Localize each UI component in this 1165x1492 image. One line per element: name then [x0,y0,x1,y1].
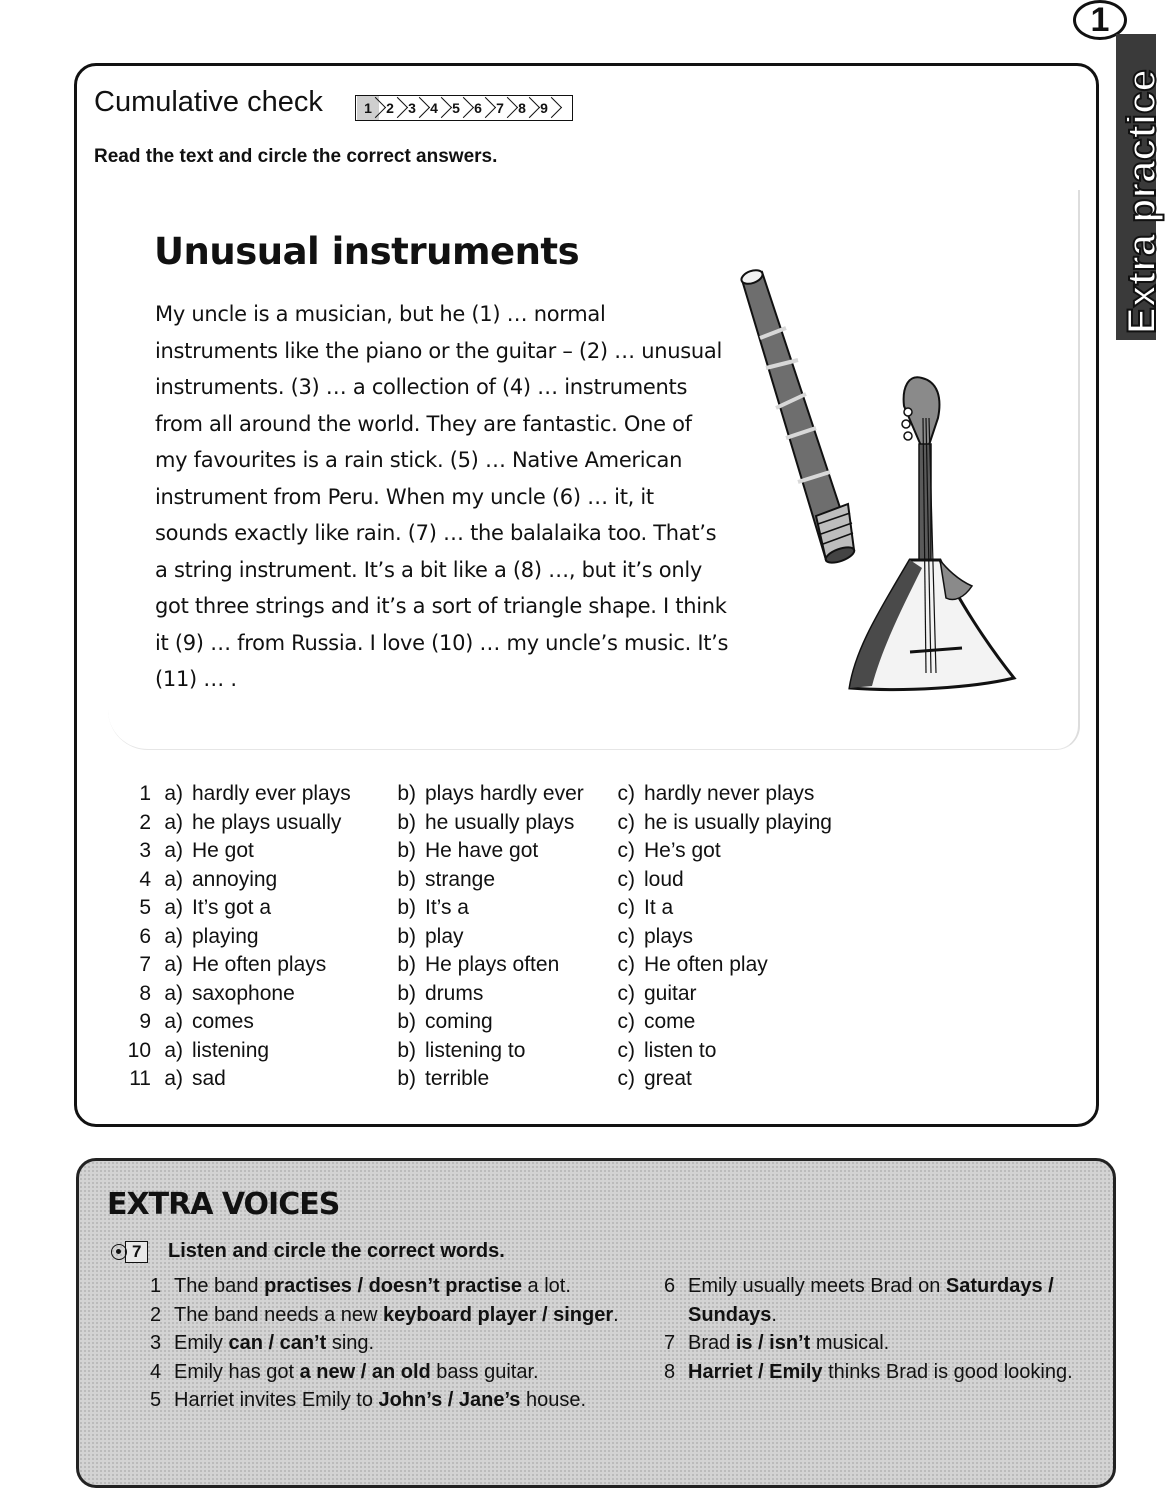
item-number: 5 [150,1389,162,1411]
reading-line: it (9) … from Russia. I love (10) … my uncle’s music. It’s [155,630,729,655]
option-letter: a) [164,924,183,948]
item-text [174,1386,630,1415]
reading-line: sounds exactly like rain. (7) … the balalaika too. That’s [155,521,717,545]
option-row [116,809,863,838]
option-b[interactable] [384,866,603,895]
option-text: listening [192,1038,270,1062]
option-letter: a) [164,1010,183,1033]
option-letter: b) [397,867,416,891]
reading-line: My uncle is a musician, but he (1) … normal [155,302,606,326]
option-c[interactable] [603,894,863,923]
option-number: 6 [139,924,151,948]
reading-title: Unusual instruments [154,230,580,273]
option-text: hardly ever plays [192,782,351,805]
item-number: 1 [150,1275,162,1297]
option-text: plays [644,924,694,948]
option-b[interactable] [384,780,603,809]
item-text [174,1329,630,1358]
option-text: play [425,924,464,948]
option-c[interactable] [603,837,863,866]
option-row [116,894,863,923]
item-number: 4 [150,1360,162,1383]
option-number: 2 [139,810,151,834]
option-letter: b) [397,810,416,834]
option-text: sad [192,1067,226,1090]
option-text: He plays often [425,953,560,976]
reading-line: a string instrument. It’s a bit like a (8) …, but it’s only [155,557,702,582]
option-number: 5 [139,896,151,919]
option-row [116,1008,863,1037]
unit-number: 1 [1090,0,1110,39]
option-letter: c) [617,953,635,976]
reading-body [155,296,729,698]
option-row [116,1037,863,1066]
extra-voices-title: EXTRA VOICES [107,1187,340,1222]
extra-voices-list-right [664,1272,1104,1386]
option-letter: b) [397,1038,416,1062]
option-letter: b) [397,924,416,948]
option-text: It’s got a [192,896,271,919]
rain-stick-icon [740,268,857,566]
option-b[interactable] [384,1008,603,1037]
extra-voices-item [150,1358,630,1387]
extra-voices-item [664,1358,1104,1387]
option-letter: b) [397,1010,416,1033]
option-letter: c) [617,782,635,805]
item-choice[interactable]: can / can’t [228,1332,327,1354]
item-number: 6 [664,1275,676,1297]
item-text-post: bass guitar. [430,1360,539,1383]
option-c[interactable] [603,951,863,980]
option-c[interactable] [603,923,863,952]
section-title: Cumulative check [94,86,323,118]
option-a[interactable] [151,1037,384,1066]
option-a[interactable] [151,809,384,838]
item-text [688,1329,1104,1358]
option-a[interactable] [151,951,384,980]
option-text: terrible [425,1067,490,1090]
audio-track[interactable] [111,1241,148,1263]
option-text: listen to [644,1038,717,1062]
option-row [116,837,863,866]
item-text-pre: The band [174,1275,265,1297]
option-text: great [644,1067,692,1090]
option-a[interactable] [151,923,384,952]
option-letter: b) [397,953,416,976]
option-text: drums [425,981,484,1005]
reading-line: from all around the world. They are fantastic. One of [155,411,692,436]
option-row [116,780,863,809]
extra-voices-list-left [150,1272,630,1415]
option-text: comes [192,1010,254,1033]
option-letter: b) [397,896,416,919]
option-a[interactable] [151,894,384,923]
option-a[interactable] [151,1008,384,1037]
item-text-pre: Emily [174,1332,229,1354]
option-row [116,923,863,952]
side-section-tab [1116,34,1164,340]
reading-line: my favourites is a rain stick. (5) … Native American [155,448,683,472]
item-text-pre: Emily usually meets Brad on [688,1275,946,1297]
option-text: He’s got [644,839,721,862]
option-letter: a) [164,810,183,834]
option-letter: a) [164,839,183,862]
extra-voices-instruction: Listen and circle the correct words. [168,1240,505,1262]
reading-line: instrument from Peru. When my uncle (6) … it, it [155,484,654,509]
extra-voices-item [150,1386,630,1415]
option-text: he is usually playing [644,810,832,834]
option-letter: c) [617,896,635,919]
option-text: coming [425,1010,493,1033]
option-b[interactable] [384,837,603,866]
item-choice[interactable]: a new / an old [299,1360,431,1383]
item-text [174,1272,630,1301]
option-number: 1 [139,782,151,805]
option-letter: b) [397,839,416,862]
item-text-post: house. [520,1389,587,1411]
option-letter: c) [617,867,635,891]
extra-voices-item [150,1329,630,1358]
option-letter: b) [397,782,416,805]
extra-voices-item [664,1272,1104,1329]
option-text: He often play [644,953,768,976]
balalaika-icon [850,377,1014,689]
item-text-pre: The band needs a new [174,1303,384,1326]
option-letter: a) [164,981,183,1005]
option-row [116,866,863,895]
option-c[interactable] [603,980,863,1009]
option-c[interactable] [603,866,863,895]
item-text-post: thinks Brad is good looking. [822,1360,1073,1383]
option-a[interactable] [151,980,384,1009]
progress-step: 2 [379,96,401,120]
option-b[interactable] [384,1037,603,1066]
item-choice[interactable]: Saturdays / Sundays [688,1275,1054,1326]
progress-step: 1 [357,96,379,120]
item-text-post: . [771,1303,777,1326]
option-letter: a) [164,782,183,805]
item-number: 2 [150,1303,162,1326]
option-a[interactable] [151,1065,384,1094]
option-number: 8 [139,981,151,1005]
audio-cd-icon [111,1244,127,1260]
progress-step: 3 [401,96,423,120]
option-letter: c) [617,810,635,834]
item-choice[interactable]: John’s / Jane’s [378,1389,521,1411]
item-choice[interactable]: keyboard player / singer [383,1303,614,1326]
option-text: loud [644,867,684,891]
option-text: annoying [192,867,278,891]
progress-step: 8 [511,96,533,120]
reading-line: instruments. (3) … a collection of (4) … instruments [155,375,688,399]
option-text: He often plays [192,953,327,976]
option-b[interactable] [384,923,603,952]
option-text: It a [644,896,674,919]
instruments-illustration [732,268,1032,708]
option-number: 11 [129,1067,151,1090]
option-text: guitar [644,981,697,1005]
progress-step: 9 [533,96,555,120]
option-letter: a) [164,953,183,976]
option-row [116,951,863,980]
option-number: 7 [139,953,151,976]
unit-progress-steps [357,96,555,120]
option-b[interactable] [384,951,603,980]
option-row [116,1065,863,1094]
option-a[interactable] [151,780,384,809]
option-b[interactable] [384,1065,603,1094]
option-letter: a) [164,896,183,919]
option-row [116,980,863,1009]
progress-step: 5 [445,96,467,120]
item-text [688,1272,1104,1329]
option-a[interactable] [151,837,384,866]
extra-voices-item [150,1272,630,1301]
option-c[interactable] [603,1065,863,1094]
option-letter: c) [617,1010,635,1033]
option-number: 9 [139,1010,151,1033]
progress-step: 7 [489,96,511,120]
item-number: 3 [150,1332,162,1354]
option-text: playing [192,924,259,948]
option-a[interactable] [151,866,384,895]
option-b[interactable] [384,894,603,923]
option-number: 10 [127,1038,151,1062]
option-number: 3 [139,839,151,862]
option-letter: c) [617,1038,635,1062]
item-text-post: . [613,1303,619,1326]
option-text: listening to [425,1038,526,1062]
option-text: hardly never plays [644,782,815,805]
option-text: He got [192,839,254,862]
exercise-instruction: Read the text and circle the correct answers. [94,146,498,167]
option-text: he plays usually [192,810,342,834]
item-number: 8 [664,1360,676,1383]
item-choice[interactable]: Harriet / Emily [688,1360,823,1383]
option-letter: c) [617,839,635,862]
option-c[interactable] [603,780,863,809]
track-number: 7 [125,1241,148,1263]
option-letter: b) [397,981,416,1005]
option-text: plays hardly ever [425,782,584,805]
reading-line: instruments like the piano or the guitar – (2) … unusual [155,338,723,363]
option-text: It’s a [425,896,469,919]
item-text [174,1301,630,1330]
option-text: strange [425,867,496,891]
option-c[interactable] [603,1037,863,1066]
item-number: 7 [664,1332,676,1354]
option-b[interactable] [384,809,603,838]
option-letter: a) [164,1067,183,1090]
option-c[interactable] [603,809,863,838]
option-text: saxophone [192,981,295,1005]
extra-voices-item [664,1329,1104,1358]
answer-options [116,780,863,1094]
item-choice[interactable]: practises / doesn’t practise [264,1275,522,1297]
item-text [174,1358,630,1387]
item-text-pre: Emily has got [174,1360,300,1383]
reading-line: (11) … . [155,667,237,691]
option-text: he usually plays [425,810,575,834]
option-number: 4 [139,867,151,891]
option-text: come [644,1010,696,1033]
option-letter: c) [617,1067,635,1090]
option-b[interactable] [384,980,603,1009]
option-letter: c) [617,981,635,1005]
option-letter: b) [397,1067,416,1090]
item-choice[interactable]: is / isn’t [735,1332,811,1354]
progress-step: 6 [467,96,489,120]
item-text-pre: Brad [688,1332,736,1354]
option-letter: c) [617,924,635,948]
item-text [688,1358,1104,1387]
extra-voices-item [150,1301,630,1330]
option-letter: a) [164,867,183,891]
item-text-pre: Harriet invites Emily to [174,1389,379,1411]
item-text-post: sing. [326,1332,375,1354]
reading-line: got three strings and it’s a sort of triangle shape. I think [155,594,727,618]
option-letter: a) [164,1038,183,1062]
option-text: He have got [425,839,539,862]
item-text-post: a lot. [521,1275,571,1297]
option-c[interactable] [603,1008,863,1037]
item-text-post: musical. [810,1332,890,1354]
side-tab-label: Extra practice [1120,69,1164,334]
progress-step: 4 [423,96,445,120]
